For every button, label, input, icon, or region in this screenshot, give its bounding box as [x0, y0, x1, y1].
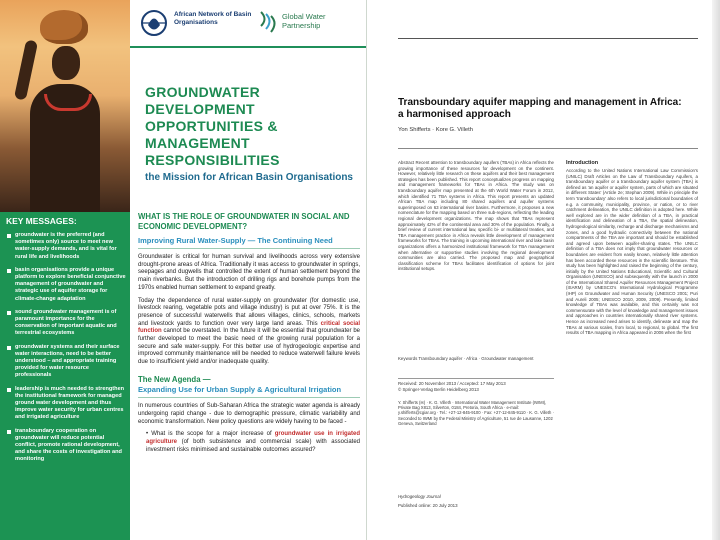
section-2-paragraph-1: In numerous countries of Sub-Saharan Africa the strategic water agenda is already undergoing rapid change - due to demographic pressure, climatic variability and economic transformation. New policy questions are widely having to be faced - [138, 403, 360, 425]
title-line-3: MANAGEMENT RESPONSIBILITIES [145, 135, 280, 168]
published-online-date: Published online: 20 July 2013 [398, 503, 458, 508]
anbo-logo-text: African Network of Basin Organisations [174, 11, 252, 26]
key-messages-title: KEY MESSAGES: [6, 216, 77, 226]
anbo-logo-icon [138, 8, 170, 38]
section-2-heading: The New Agenda — [138, 374, 211, 384]
introduction-heading: Introduction [566, 160, 599, 166]
article-title: Transboundary aquifer mapping and management in Africa: a harmonised approach [398, 97, 682, 120]
title-line-1: GROUNDWATER [145, 84, 261, 100]
gwp-logo-icon [258, 9, 278, 35]
section-1-subheading: Improving Rural Water-Supply — The Continuing Need [138, 236, 360, 249]
article-top-rule [398, 38, 698, 39]
received-date: Received: 20 November 2013 / Accepted: 17 May 2013 [398, 381, 506, 386]
key-messages-list [6, 232, 126, 470]
journal-name: Hydrogeology Journal [398, 494, 441, 499]
brochure-main-column [138, 212, 360, 455]
author-affiliations: Y. Shifferts (✉) · K. G. Villeth · International Water Management Institute (IWMI), Private Bag X813, Silverton, 0184, Pretoria, South Africa · e-mail: y.shifferts@cgiar.org · Tel.: +27-12-845-9100 · Fax: +27-12-845-9110 · K. G. Villeth · Seconded to IWMI by the Federal Ministry of Agriculture, 51 rue de Lausanne, 1202 Geneva, Switzerland [398, 400, 554, 426]
article-dates [398, 381, 554, 392]
section-1-heading: WHAT IS THE ROLE OF GROUNDWATER IN SOCIAL AND ECONOMIC DEVELOPMENT? [138, 212, 350, 231]
key-message-item: transboundary cooperation on groundwater will reduce potential conflict, promote rational development, and share the costs of investigation and monitoring [6, 428, 126, 464]
section-2-bullet: • What is the scope for a major increase of groundwater use in irrigated agriculture (of both subsistence and commercial scale) with associated investment risks minimised and sustainable outcomes assured? [146, 431, 360, 453]
article-divider [398, 148, 698, 149]
section-2-subheading: Expanding Use for Urban Supply & Agricultural Irrigation [138, 385, 360, 398]
section-1-paragraph-2: Today the dependence of rural water-supply on groundwater (for domestic use, livestock rearing, vegetable pots and village industry) is put at over 75%. It is the presence of successful waterwells that allows villages, clinics, schools, markets and livestock yards to function over very large land areas. This critical social function cannot be overstated. In the future it will be essential that groundwater be further developed to meet the basic need of the growing rural population for a secure and safe water-supply. For this better use of hydrogeologic expertise and improved community maintenance will be needed to reduce waterwell failure levels due to insufficient yield and/or inadequate quality. [138, 297, 360, 366]
emphasis-critical-social-function: critical social function [138, 320, 360, 335]
key-message-item: sound groundwater management is of paramount importance for the conservation of important aquatic and terrestrial ecosystems [6, 309, 126, 338]
key-message-item: leadership is much needed to strengthen the institutional framework for managed ground water development and thus improve water security for urban centres and irrigated agriculture [6, 386, 126, 422]
copyright-line: © Springer-Verlag Berlin Heidelberg 2013 [398, 386, 479, 392]
article-divider [398, 378, 554, 379]
emphasis-groundwater-irrigation: groundwater use in irrigated agriculture [146, 431, 360, 446]
article-authors: Yon Shifferts · Kore G. Villeth [398, 127, 473, 133]
title-line-2: DEVELOPMENT OPPORTUNITIES & [145, 101, 278, 134]
section-1-paragraph-1: Groundwater is critical for human survival and livelihoods across very extensive drought-prone areas of Africa. Traditionally it was access to groundwater in springs, seepages and dugwells that controlled the extent of human settlement beyond the main riverbanks. But the introduction of drilling rigs and borehole pumps from the 1970s enabled human settlement to expand greatly. [138, 254, 360, 291]
key-message-item: groundwater is the preferred (and sometimes only) source to meet new water-supply demands, and is vital for rural life and livelihoods [6, 232, 126, 261]
brochure-title [145, 84, 363, 185]
key-message-item: basin organisations provide a unique platform to explore beneficial conjunctive management of groundwater and strategic use of aquifer storage for climate-change adaptation [6, 267, 126, 303]
title-subtitle: the Mission for African Basin Organisations [145, 172, 353, 183]
page-edge-shadow [712, 0, 720, 540]
cover-photo-woman-with-water-pot [0, 0, 130, 212]
article-abstract: Abstract Recent attention to transboundary aquifers (TBAs) in Africa reflects the growing importance of these resources for development on the continent. However, relatively little research on these aquifers and their best management strategies has been published. This report conceptualizes progress on mapping and management frameworks for TBAs in Africa. The study was on transboundary aquifer map presented at the 6th World Water Forum in 2012, which identified 71 TBA systems in Africa. This report presents an updated African TBA map including 80 shared aquifers and aquifer systems superimposed on 63 international river basins. Furthermore, it proposes a new nomenclature for the mapping based on three sub-regions, reflecting the leading regional development organizations. The map shows that TBAs represent approximately 42% of the continental area and 30% of the population. Finally, a brief review of current international law, specific bi- or multilateral treaties, and TBA management practice in Africa reveals little development of management frameworks for TBAs. The training in upcoming international river and lake basin organizations offers a harmonized institutional framework for TBA management when alternative or supportive studies involving the regional development communities are also carried. The proposed map and geographical classification scheme for TBAs facilitates identification of options for joint institutional setups. [398, 160, 554, 272]
article-keywords: Keywords Transboundary aquifer · Africa · Groundwater management [398, 356, 534, 361]
gwp-logo-text: Global Water Partnership [282, 12, 326, 30]
key-message-item: groundwater systems and their surface water interactions, need to be better understood – and appropriate training provided for water resource professionals [6, 344, 126, 380]
introduction-body: According to the United Nations International Law Commission's (UNILC) Draft Articles on the Law of Transboundary Aquifers, a transboundary aquifer or a transboundary aquifer system (TBA) is defined as 'an aquifer or aquifer system, parts of which are situated in different States' (Article 2e; Stephan 2009). While in principle the term 'transboundary' also refers to local jurisdictional boundaries of e.g. a community, municipality, province, or nation, or to river catchment delineation, the UNILC definition is adopted here. While well explored are in the wider definition of a TBA, in practical identification and delineation of a TBA, the spatial delineation, hydrogeological similarity, recharge and discharge mechanisms and zones, and a good hydraulic connectivity between the national compartments of the TBA are important and should be established and agreed upon between aquifer-sharing states. The UNILC definition of a TBA does not imply that groundwater resources or boundaries are evident from easily known, relatively little attention has been accorded these resources in the scientific literature. This study has been highlighted and raised the beginning of the century, initially by the United Nations Educational, Scientific and Cultural Organisation (UNESCO) and subsequently with the launch in 2000 of the International Shared Aquifer Resources Management Project (ISARM) by UNESCO's International Hydrological Programme (IHP) on Groundwater and Human Security (UNESCO 2001; Puri and Aureli 2005; UNESCO 2010, 2009, 2009). Presently, limited knowledge of TBAs was available, and this certainly was not commensurate with the level of knowledge and management issues and approaches in countries internationally shared river systems. Hence as increased need arises to identify, delineate and map the TBAs at various scales, from local, to regional, to global. The first results of TBA mapping in Africa appeared in 2006 when the first [566, 168, 698, 336]
